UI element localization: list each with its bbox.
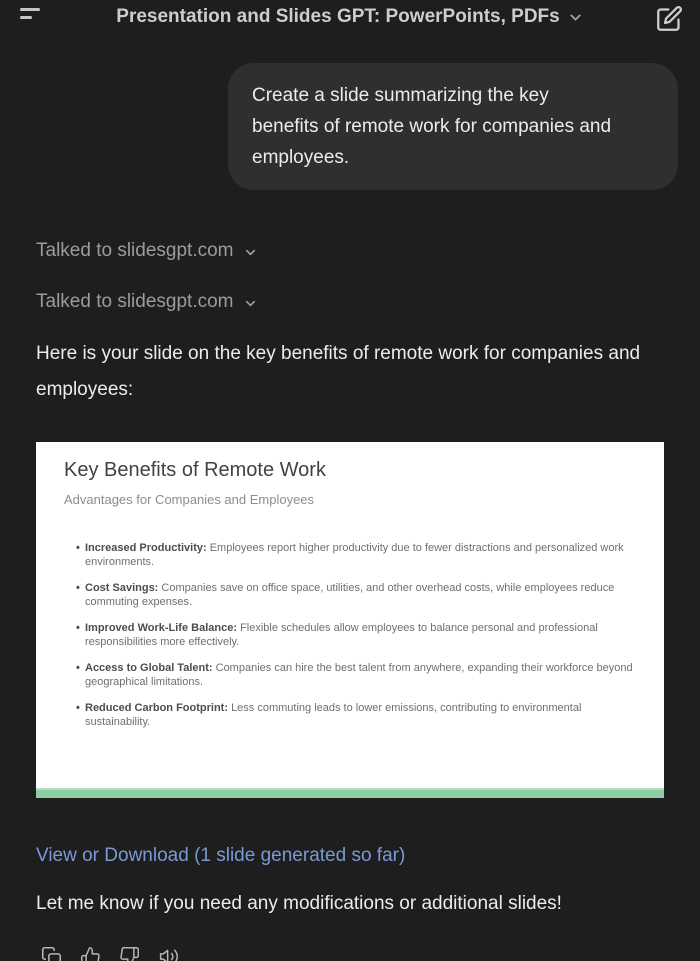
slide-bullet	[76, 661, 642, 689]
tool-activity-label: Talked to slidesgpt.com	[36, 291, 234, 312]
tool-activity-toggle[interactable]	[36, 240, 258, 262]
slide-bullet	[76, 621, 642, 649]
thumbs-up-button[interactable]	[79, 945, 101, 961]
slide-bullet	[76, 581, 642, 609]
user-message-row	[0, 63, 700, 190]
read-aloud-button[interactable]	[157, 945, 179, 961]
message-actions-bar	[40, 945, 700, 961]
bullet-dot: •	[76, 622, 80, 634]
bullet-dot: •	[76, 542, 80, 554]
read-aloud-icon	[158, 946, 179, 961]
bullet-label: Improved Work-Life Balance:	[85, 622, 237, 634]
copy-button[interactable]	[40, 945, 62, 961]
sidebar-menu-button[interactable]	[20, 6, 48, 30]
bullet-text: Companies can hire the best talent from anywhere, expanding their workforce beyond geographical limitations.	[85, 662, 633, 688]
sidebar-menu-icon	[20, 8, 40, 11]
chevron-down-icon	[243, 245, 258, 260]
slide-title: Key Benefits of Remote Work	[64, 459, 326, 481]
page-title: Presentation and Slides GPT: PowerPoints, PDFs	[116, 6, 560, 27]
bullet-dot: •	[76, 662, 80, 674]
chevron-down-icon	[243, 296, 258, 311]
chat-header	[0, 0, 700, 44]
slide-preview-image[interactable]	[36, 442, 664, 798]
view-or-download-link[interactable]: View or Download (1 slide generated so far)	[36, 845, 406, 866]
new-chat-button[interactable]	[654, 3, 684, 33]
slide-bullet	[76, 541, 642, 569]
bullet-dot: •	[76, 702, 80, 714]
bullet-text: Flexible schedules allow employees to balance personal and professional responsibilities more effectively.	[85, 622, 598, 648]
gpt-title-dropdown[interactable]	[116, 6, 583, 28]
thumbs-down-icon	[119, 946, 140, 961]
bullet-dot: •	[76, 582, 80, 594]
tool-activity-label: Talked to slidesgpt.com	[36, 240, 234, 261]
user-message-text: Create a slide summarizing the key benefits of remote work for companies and employees.	[252, 85, 612, 168]
slide-bullet-list	[76, 541, 642, 729]
tool-activity-toggle[interactable]	[36, 291, 258, 313]
bullet-label: Increased Productivity:	[85, 542, 207, 554]
assistant-closing-text: Let me know if you need any modifications or additional slides!	[36, 893, 562, 914]
copy-icon	[41, 946, 62, 961]
slide-bullet	[76, 701, 642, 729]
slide-accent-bar	[36, 788, 664, 798]
user-message-bubble	[228, 63, 678, 190]
thumbs-down-button[interactable]	[118, 945, 140, 961]
bullet-label: Reduced Carbon Footprint:	[85, 702, 228, 714]
bullet-text: Companies save on office space, utilities, and other overhead costs, while employees reduce commuting expenses.	[85, 582, 615, 608]
bullet-label: Cost Savings:	[85, 582, 159, 594]
thumbs-up-icon	[80, 946, 101, 961]
slide-subtitle: Advantages for Companies and Employees	[64, 492, 315, 507]
assistant-intro-text: Here is your slide on the key benefits of remote work for companies and employees:	[36, 343, 641, 400]
chevron-down-icon	[567, 9, 584, 26]
sidebar-menu-icon	[20, 16, 32, 19]
bullet-label: Access to Global Talent:	[85, 662, 213, 674]
bullet-text: Employees report higher productivity due to fewer distractions and personalized work environments.	[85, 542, 624, 568]
compose-icon	[656, 5, 683, 32]
bullet-text: Less commuting leads to lower emissions, contributing to environmental sustainability.	[85, 702, 582, 728]
